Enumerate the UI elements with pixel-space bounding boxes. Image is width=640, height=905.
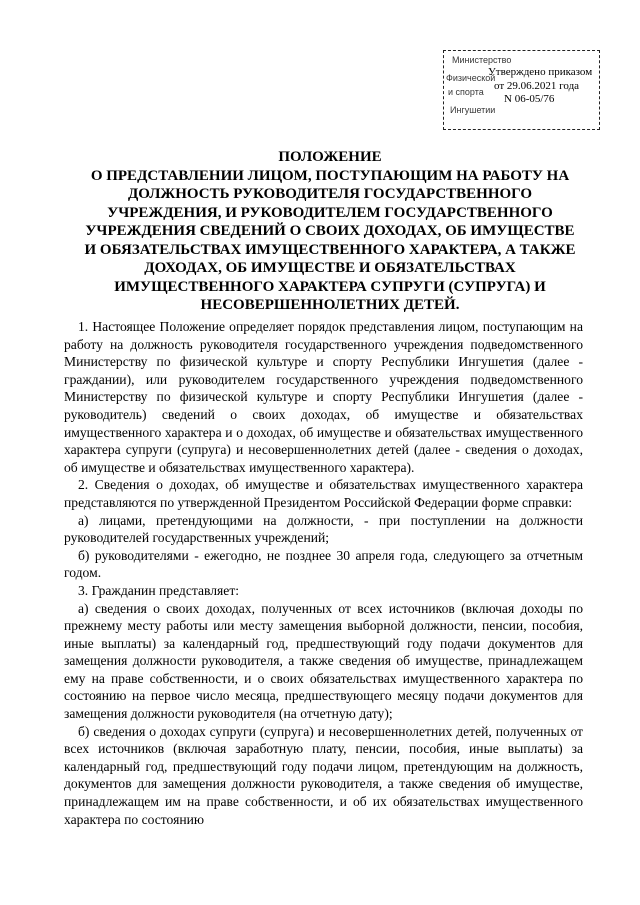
title-line: УЧРЕЖДЕНИЯ, И РУКОВОДИТЕЛЕМ ГОСУДАРСТВЕННОГО xyxy=(107,204,553,221)
paragraph: 3. Гражданин представляет: xyxy=(78,582,240,598)
title-line: ДОХОДАХ, ОБ ИМУЩЕСТВЕ И ОБЯЗАТЕЛЬСТВАХ xyxy=(144,260,516,276)
title-line: И ОБЯЗАТЕЛЬСТВАХ ИМУЩЕСТВЕННОГО ХАРАКТЕРА, А ТАКЖЕ xyxy=(84,241,576,258)
approval-date: от 29.06.2021 года xyxy=(494,79,580,92)
paragraph: 1. Настоящее Положение определяет порядок представления лицом, поступающим на работу на должность руководителя государственного учреждения подведомственного Министерству по физической культуре и спорту Республики Ингушетия (далее - граждании), или руководителем государственного учреждения подведомственного Министерству по физической культуре и спорту Республики Ингушетия (далее - руководитель) сведений о своих доходах, об имуществе и обязательствах имущественного характера и о доходах, об имуществе и обязательствах имущественного характера супруги (супруга) и несовершеннолетних детей (далее - сведения о доходах, об имуществе и обязательствах имущественного характера). xyxy=(64,319,583,475)
stamp-line: Физической xyxy=(446,73,496,83)
stamp-line: Ингушетии xyxy=(450,105,496,115)
paragraph: а) сведения о своих доходах, полученных от всех источников (включая доходы по прежнему месту работы или месту замещения выборной должности, пенсии, пособия, иные выплаты) за календарный год, предшествующий году подачи документов для замещения должности руководителя, а также сведения об имуществе, принадлежащем ему на праве собственности, и о своих обязательствах имущественного характера по состоянию на первое число месяца, предшествующего месяцу подачи документов для замещения должности руководителя (на отчетную дату); xyxy=(64,600,583,722)
paragraph: б) руководителями - ежегодно, не позднее 30 апреля года, следующего за отчетным годом. xyxy=(64,547,583,581)
document-title xyxy=(60,148,600,315)
paragraph: а) лицами, претендующими на должности, - при поступлении на должности руководителей государственных учреждений; xyxy=(64,512,583,546)
approval-line: Утверждено приказом xyxy=(488,66,593,78)
approval-number: N 06-05/76 xyxy=(504,93,555,105)
title-line: УЧРЕЖДЕНИЯ СВЕДЕНИЙ О СВОИХ ДОХОДАХ, ОБ ИМУЩЕСТВЕ xyxy=(85,223,575,239)
paragraph: 2. Сведения о доходах, об имуществе и обязательствах имущественного характера представляются по утвержденной Президентом Российской Федерации форме справки: xyxy=(64,477,583,510)
title-line: ИМУЩЕСТВЕННОГО ХАРАКТЕРА СУПРУГИ (СУПРУГА) И xyxy=(114,278,546,295)
paragraph: б) сведения о доходах супруги (супруга) и несовершеннолетних детей, полученных от всех источников (включая заработную плату, пенсии, пособия, иные выплаты) за календарный год, предшествующий году подачи лицом, претендующим на должность, документов для замещения должности руководителя, а также сведения об имуществе, принадлежащем им на праве собственности, и об их обязательствах имущественного характера по состоянию xyxy=(64,723,583,827)
approval-note xyxy=(488,66,600,107)
title-line: ДОЛЖНОСТЬ РУКОВОДИТЕЛЯ ГОСУДАРСТВЕННОГО xyxy=(127,186,533,202)
title-line: НЕСОВЕРШЕННОЛЕТНИХ ДЕТЕЙ. xyxy=(200,297,460,313)
document-body xyxy=(64,318,583,828)
stamp-line: Министерство xyxy=(452,55,512,65)
title-line: О ПРЕДСТАВЛЕНИИ ЛИЦОМ, ПОСТУПАЮЩИМ НА РАБОТУ НА xyxy=(90,167,570,184)
title-line: ПОЛОЖЕНИЕ xyxy=(278,149,382,165)
stamp-line: и спорта xyxy=(448,87,484,97)
